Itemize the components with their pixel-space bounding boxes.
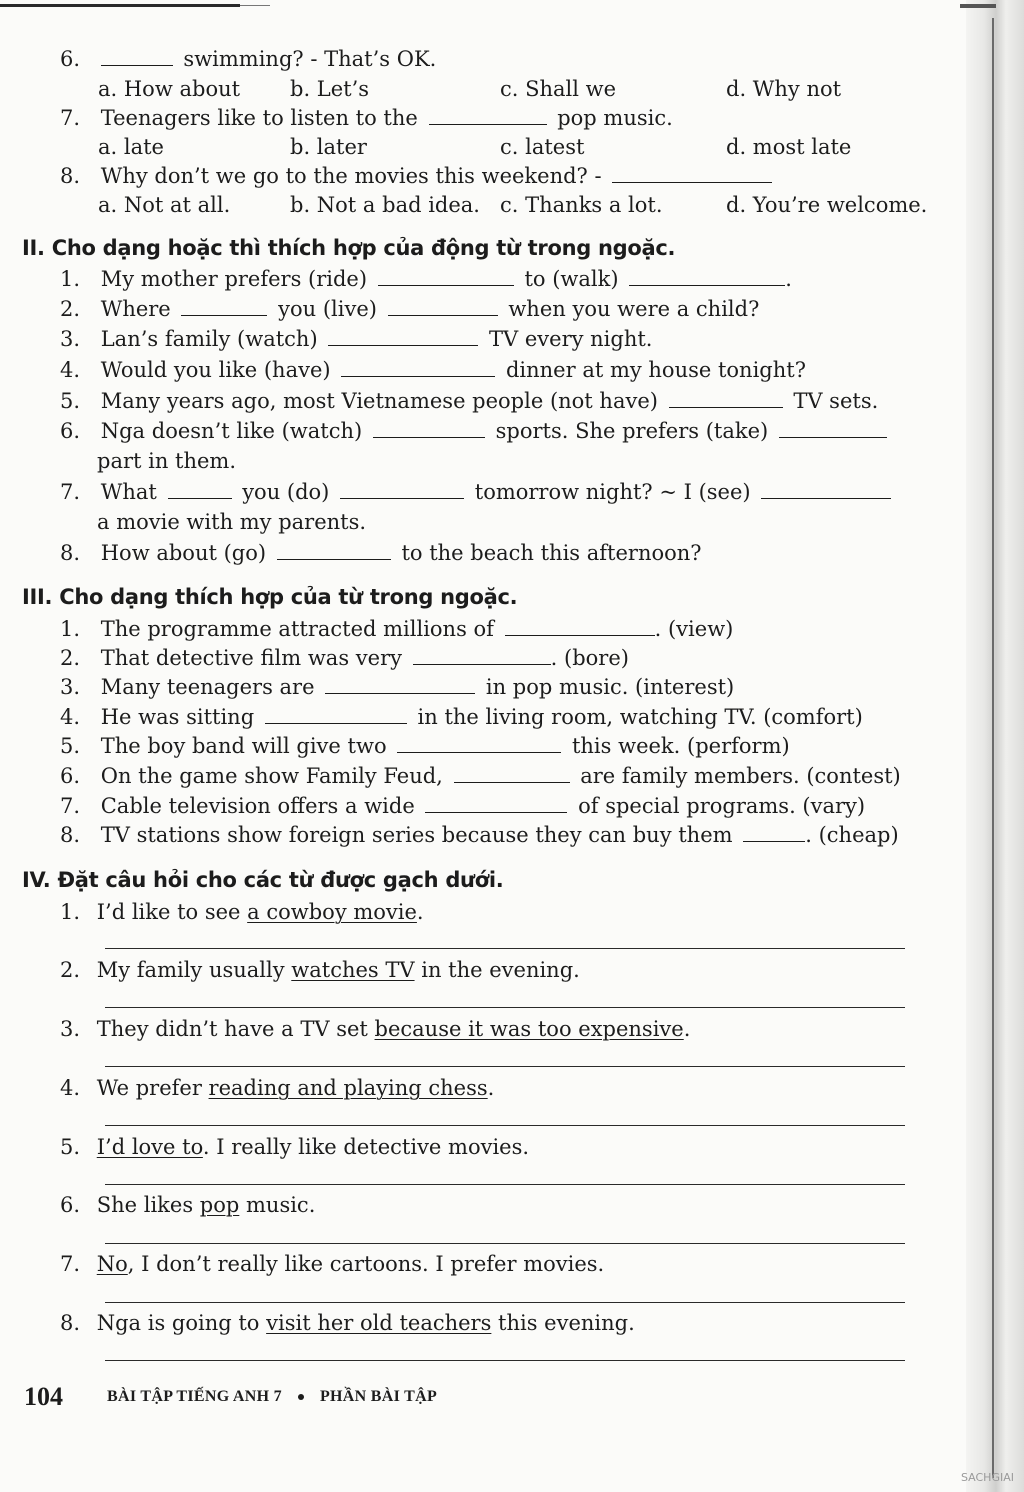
question-number: 3. xyxy=(60,327,81,351)
answer-blank[interactable] xyxy=(779,419,887,438)
item-text: sports. She prefers (take) xyxy=(495,419,769,443)
question-number: 8. xyxy=(60,823,81,847)
item-text: That detective film was very xyxy=(100,646,402,670)
item-text: How about (go) xyxy=(100,541,267,565)
item-text: Where xyxy=(100,297,171,321)
item-text: in the evening. xyxy=(414,958,580,982)
s2-item-6 xyxy=(60,418,891,444)
s2-item-4 xyxy=(60,357,806,383)
watermark: SACHGIAI xyxy=(960,1471,1014,1484)
item-text: . (cheap) xyxy=(805,823,899,847)
question-number: 1. xyxy=(60,900,81,924)
item-text: to (walk) xyxy=(524,267,619,291)
item-text: . xyxy=(487,1076,495,1100)
question-number: 2. xyxy=(60,297,81,321)
section-2-heading: II. Cho dạng hoặc thì thích hợp của động từ trong ngoặc. xyxy=(22,236,676,260)
answer-blank[interactable] xyxy=(340,480,464,499)
option-d[interactable]: d. Why not xyxy=(726,77,842,101)
question-number: 5. xyxy=(60,734,81,758)
s2-item-5 xyxy=(60,388,878,414)
item-text: . xyxy=(683,1017,691,1041)
question-8 xyxy=(60,163,776,189)
answer-blank[interactable] xyxy=(425,794,567,813)
s3-item-2 xyxy=(60,645,629,671)
question-number: 7. xyxy=(60,794,81,818)
s2-item-6-cont: part in them. xyxy=(97,449,237,473)
item-text: of special programs. (vary) xyxy=(578,794,866,818)
answer-blank[interactable] xyxy=(265,705,407,724)
question-number: 8. xyxy=(60,164,81,188)
question-number: 7. xyxy=(60,480,81,504)
item-text: in the living room, watching TV. (comfort) xyxy=(417,705,863,729)
option-b[interactable]: b. Let’s xyxy=(290,77,370,101)
s3-item-4 xyxy=(60,704,863,730)
item-text: TV stations show foreign series because they can buy them xyxy=(100,823,733,847)
s4-item-5 xyxy=(60,1134,529,1160)
page-spine-shadow xyxy=(966,0,1024,1492)
answer-line[interactable] xyxy=(105,1125,905,1126)
underlined-phrase: visit her old teachers xyxy=(266,1311,492,1335)
option-a[interactable]: a. Not at all. xyxy=(98,193,231,217)
s2-item-3 xyxy=(60,326,652,352)
item-text: . (bore) xyxy=(550,646,629,670)
answer-blank[interactable] xyxy=(388,297,498,316)
answer-blank[interactable] xyxy=(373,419,485,438)
item-text: My family usually xyxy=(96,958,292,982)
s4-item-2 xyxy=(60,957,580,983)
s4-item-4 xyxy=(60,1075,494,1101)
section-3-heading: III. Cho dạng thích hợp của từ trong ngoặc. xyxy=(22,585,518,609)
answer-blank[interactable] xyxy=(761,480,891,499)
item-text: On the game show Family Feud, xyxy=(100,764,443,788)
option-c[interactable]: c. Thanks a lot. xyxy=(500,193,663,217)
s2-item-1 xyxy=(60,266,792,292)
question-number: 5. xyxy=(60,1135,81,1159)
spine-top-tick xyxy=(960,4,996,8)
answer-blank[interactable] xyxy=(413,646,551,665)
answer-blank[interactable] xyxy=(612,164,772,183)
s2-item-8 xyxy=(60,540,702,566)
page-footer xyxy=(24,1382,437,1412)
item-text: He was sitting xyxy=(100,705,255,729)
answer-blank[interactable] xyxy=(168,480,232,499)
question-text: pop music. xyxy=(557,106,673,130)
answer-blank[interactable] xyxy=(325,675,475,694)
spine-edge-line xyxy=(992,18,994,1478)
question-number: 4. xyxy=(60,358,81,382)
item-text: TV every night. xyxy=(489,327,653,351)
question-number: 4. xyxy=(60,705,81,729)
answer-line[interactable] xyxy=(105,1007,905,1008)
item-text: dinner at my house tonight? xyxy=(505,358,806,382)
item-text: are family members. (contest) xyxy=(580,764,901,788)
underlined-phrase: No xyxy=(96,1252,128,1276)
option-d[interactable]: d. You’re welcome. xyxy=(726,193,928,217)
s3-item-7 xyxy=(60,793,865,819)
item-text: to the beach this afternoon? xyxy=(401,541,702,565)
s4-item-3 xyxy=(60,1016,690,1042)
option-c[interactable]: c. latest xyxy=(500,135,585,159)
item-text: Cable television offers a wide xyxy=(100,794,415,818)
s4-item-6 xyxy=(60,1192,315,1218)
s2-item-7 xyxy=(60,479,895,505)
question-number: 7. xyxy=(60,106,81,130)
question-number: 3. xyxy=(60,675,81,699)
answer-line[interactable] xyxy=(105,948,905,949)
s2-item-2 xyxy=(60,296,759,322)
answer-blank[interactable] xyxy=(181,297,267,316)
answer-blank[interactable] xyxy=(397,734,561,753)
question-number: 6. xyxy=(60,419,81,443)
item-text: The programme attracted millions of xyxy=(100,617,494,641)
answer-line[interactable] xyxy=(105,1302,905,1303)
question-number: 6. xyxy=(60,764,81,788)
question-number: 3. xyxy=(60,1017,81,1041)
item-text: tomorrow night? ~ I (see) xyxy=(474,480,751,504)
underlined-phrase: pop xyxy=(199,1193,240,1217)
answer-blank[interactable] xyxy=(101,47,173,66)
question-number: 7. xyxy=(60,1252,81,1276)
option-b[interactable]: b. Not a bad idea. xyxy=(290,193,480,217)
question-number: 2. xyxy=(60,646,81,670)
option-a[interactable]: a. late xyxy=(98,135,164,159)
item-text: My mother prefers (ride) xyxy=(100,267,368,291)
item-text: you (live) xyxy=(278,297,377,321)
question-number: 1. xyxy=(60,267,81,291)
underlined-phrase: because it was too expensive xyxy=(374,1017,684,1041)
s4-item-7 xyxy=(60,1251,604,1277)
book-title: BÀI TẬP TIẾNG ANH 7 xyxy=(107,1388,282,1405)
answer-line[interactable] xyxy=(105,1243,905,1244)
answer-blank[interactable] xyxy=(669,389,783,408)
answer-blank[interactable] xyxy=(378,267,514,286)
item-text: this evening. xyxy=(491,1311,635,1335)
item-text: , I don’t really like cartoons. I prefer movies. xyxy=(127,1252,605,1276)
option-d[interactable]: d. most late xyxy=(726,135,852,159)
bullet-separator-icon xyxy=(298,1394,304,1400)
s3-item-8 xyxy=(60,822,899,848)
item-text: We prefer xyxy=(96,1076,209,1100)
answer-line[interactable] xyxy=(105,1066,905,1067)
answer-blank[interactable] xyxy=(341,358,495,377)
s3-item-6 xyxy=(60,763,901,789)
item-text: when you were a child? xyxy=(508,297,760,321)
s3-item-5 xyxy=(60,733,790,759)
s3-item-3 xyxy=(60,674,734,700)
item-text: Lan’s family (watch) xyxy=(100,327,318,351)
s3-item-1 xyxy=(60,616,733,642)
question-6 xyxy=(60,46,436,72)
item-text: TV sets. xyxy=(793,389,879,413)
item-text: They didn’t have a TV set xyxy=(96,1017,375,1041)
item-text: What xyxy=(100,480,157,504)
item-text: Many teenagers are xyxy=(100,675,315,699)
item-text: Many years ago, most Vietnamese people (not have) xyxy=(100,389,658,413)
option-a[interactable]: a. How about xyxy=(98,77,241,101)
item-text: I’d like to see xyxy=(96,900,248,924)
item-text: . (view) xyxy=(654,617,734,641)
answer-blank[interactable] xyxy=(277,541,391,560)
question-7 xyxy=(60,105,673,131)
option-c[interactable]: c. Shall we xyxy=(500,77,617,101)
answer-line[interactable] xyxy=(105,1184,905,1185)
item-text: . I really like detective movies. xyxy=(202,1135,530,1159)
underlined-phrase: watches TV xyxy=(291,958,415,982)
answer-blank[interactable] xyxy=(505,617,655,636)
item-text: Nga is going to xyxy=(96,1311,267,1335)
item-text: Nga doesn’t like (watch) xyxy=(100,419,363,443)
item-text: music. xyxy=(239,1193,316,1217)
item-text: . xyxy=(785,267,792,291)
item-text: in pop music. (interest) xyxy=(485,675,735,699)
answer-blank[interactable] xyxy=(629,267,785,286)
answer-blank[interactable] xyxy=(429,106,547,125)
section-4-heading: IV. Đặt câu hỏi cho các từ được gạch dưới. xyxy=(22,868,504,892)
book-part: PHẦN BÀI TẬP xyxy=(319,1388,438,1405)
item-text: this week. (perform) xyxy=(571,734,790,758)
item-text: She likes xyxy=(96,1193,200,1217)
question-number: 5. xyxy=(60,389,81,413)
answer-blank[interactable] xyxy=(454,764,570,783)
item-text: you (do) xyxy=(242,480,330,504)
question-text: swimming? - That’s OK. xyxy=(183,47,437,71)
question-number: 4. xyxy=(60,1076,81,1100)
item-text: . xyxy=(416,900,424,924)
underlined-phrase: a cowboy movie xyxy=(247,900,417,924)
underlined-phrase: reading and playing chess xyxy=(208,1076,488,1100)
item-text: The boy band will give two xyxy=(100,734,387,758)
question-number: 2. xyxy=(60,958,81,982)
page-number: 104 xyxy=(24,1382,63,1411)
s2-item-7-cont: a movie with my parents. xyxy=(97,510,367,534)
question-text: Why don’t we go to the movies this weekend? - xyxy=(100,164,602,188)
question-number: 8. xyxy=(60,541,81,565)
question-text: Teenagers like to listen to the xyxy=(100,106,418,130)
question-number: 6. xyxy=(60,1193,81,1217)
answer-blank[interactable] xyxy=(743,823,805,842)
question-number: 1. xyxy=(60,617,81,641)
question-number: 6. xyxy=(60,47,81,71)
item-text: Would you like (have) xyxy=(100,358,331,382)
s4-item-8 xyxy=(60,1310,635,1336)
s4-item-1 xyxy=(60,899,424,925)
underlined-phrase: I’d love to xyxy=(96,1135,203,1159)
option-b[interactable]: b. later xyxy=(290,135,367,159)
answer-blank[interactable] xyxy=(328,327,478,346)
question-number: 8. xyxy=(60,1311,81,1335)
answer-line[interactable] xyxy=(105,1360,905,1361)
